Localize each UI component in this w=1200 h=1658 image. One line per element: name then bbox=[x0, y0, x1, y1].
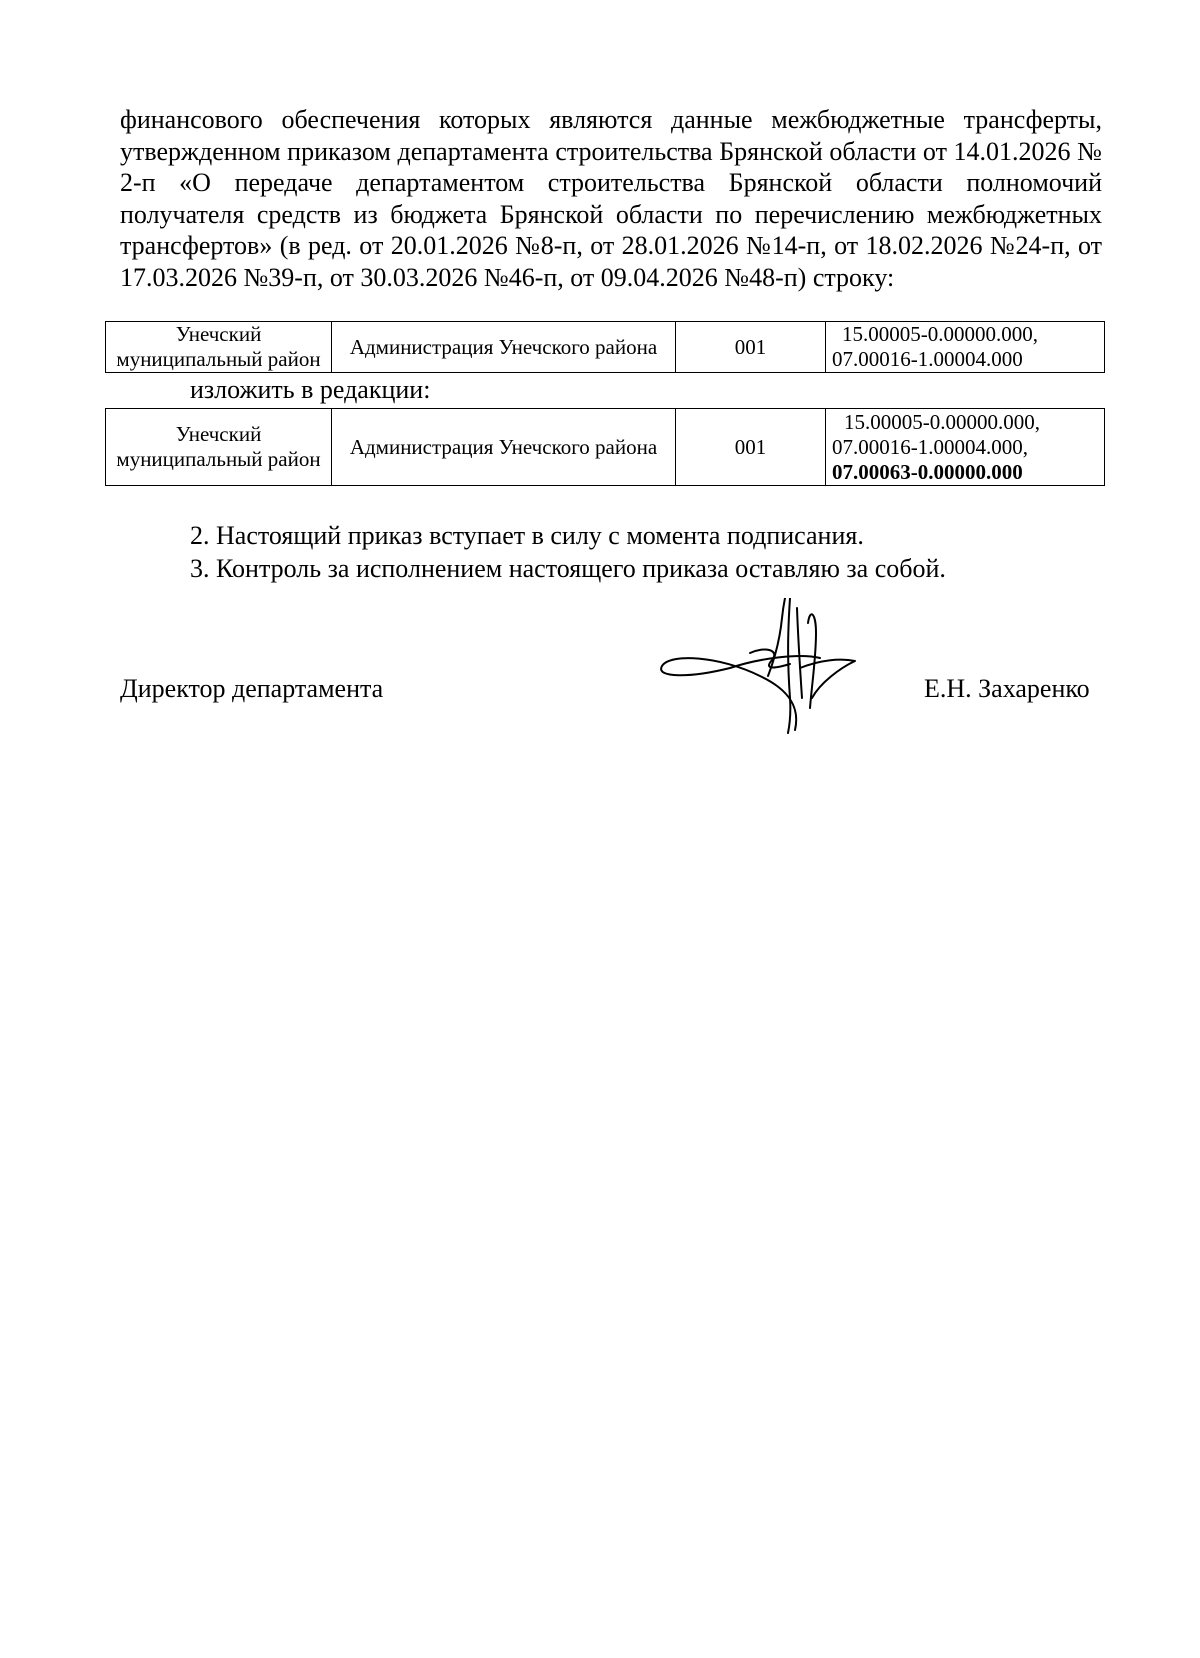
code-line: 15.00005-0.00000.000, bbox=[844, 409, 1040, 434]
handwritten-signature bbox=[650, 598, 890, 738]
code-cell: 001 bbox=[676, 322, 826, 373]
change-label: изложить в редакции: bbox=[190, 375, 431, 404]
signatory-title: Директор департамента bbox=[120, 674, 384, 703]
table-row bbox=[106, 322, 1105, 373]
item-3: 3. Контроль за исполнением настоящего приказа оставляю за собой. bbox=[190, 554, 946, 583]
administration-cell: Администрация Унечского района bbox=[332, 322, 676, 373]
code-line-bold: 07.00063-0.00000.000 bbox=[832, 459, 1023, 484]
code-cell: 001 bbox=[676, 409, 826, 486]
table-row bbox=[106, 409, 1105, 486]
new-row-table bbox=[105, 408, 1105, 486]
codes-cell bbox=[826, 322, 1105, 373]
administration-cell: Администрация Унечского района bbox=[332, 409, 676, 486]
signatory-name: Е.Н. Захаренко bbox=[924, 674, 1090, 703]
old-row-table bbox=[105, 321, 1105, 373]
code-line: 15.00005-0.00000.000, bbox=[842, 322, 1038, 346]
district-cell: Унечский муниципальный район bbox=[106, 322, 332, 373]
code-line: 07.00016-1.00004.000, bbox=[832, 434, 1028, 459]
codes-cell bbox=[826, 409, 1105, 486]
item-2: 2. Настоящий приказ вступает в силу с момента подписания. bbox=[190, 521, 864, 550]
code-line: 07.00016-1.00004.000 bbox=[832, 347, 1023, 371]
district-cell: Унечский муниципальный район bbox=[106, 409, 332, 486]
body-paragraph: финансового обеспечения которых являются данные межбюджетные трансферты, утвержденном приказом департамента строительства Брянской области от 14.01.2026 № 2-п «О передаче департаментом строительства Брянской области полномочий получателя средств из бюджета Брянской области по перечислению межбюджетных трансфертов» (в ред. от 20.01.2026 №8-п, от 28.01.2026 №14-п, от 18.02.2026 №24-п, от 17.03.2026 №39-п, от 30.03.2026 №46-п, от 09.04.2026 №48-п) строку: bbox=[120, 105, 1102, 292]
